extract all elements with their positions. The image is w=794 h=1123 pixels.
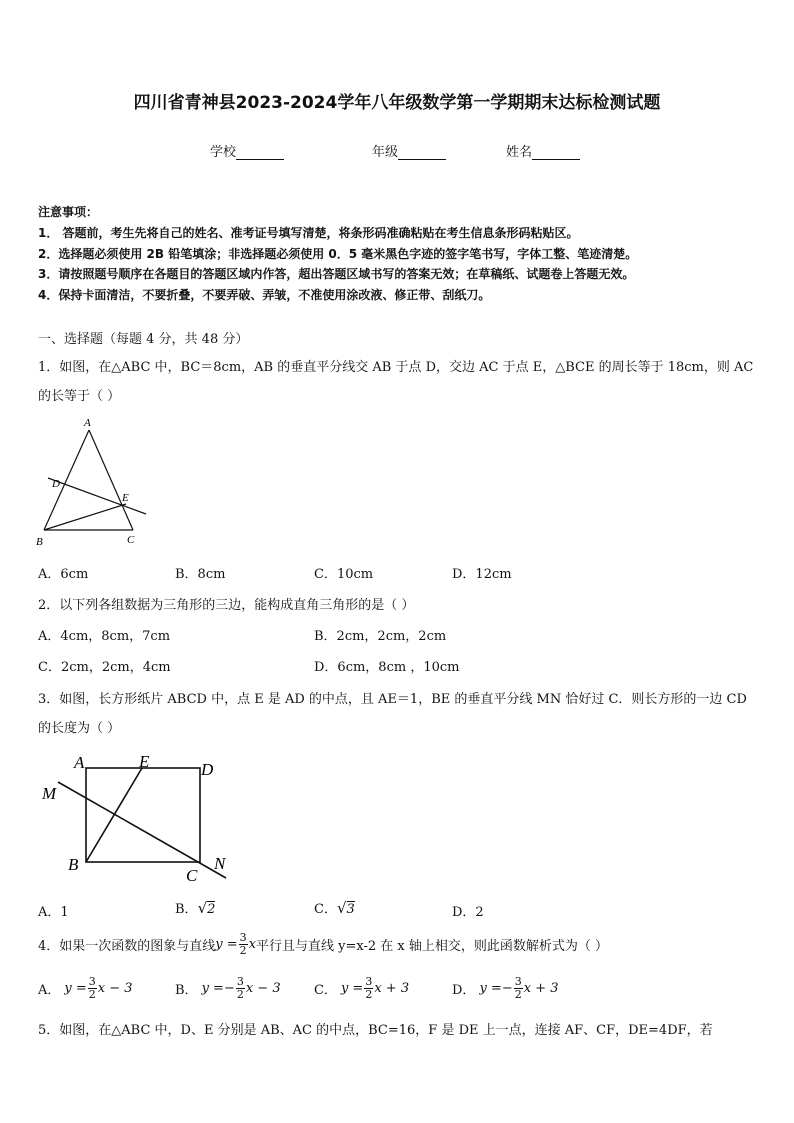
q4-y-eq: y = [340,981,364,996]
fraction-denominator: 2 [236,988,244,1001]
q3-option-d[interactable]: D．2 [452,905,484,920]
option-tail: x + 3 [374,981,410,996]
label-m: M [42,784,57,803]
notice-item: 2．选择题必须使用 2B 铅笔填涂；非选择题必须使用 0．5 毫米黑色字迹的签字笔书写，字体工整、笔迹清楚。 [38,247,638,261]
q4-option-fraction [514,976,523,1001]
q3-option-c-label: C． [314,902,337,917]
fraction-denominator: 2 [239,944,247,957]
label-a: A [74,753,85,772]
q3-rectangle-figure [36,748,246,888]
q2-option-d[interactable]: D．6cm，8cm ，10cm [314,660,460,675]
line-mn [58,782,226,878]
q3-option-b-radicand: 2 [207,902,216,917]
q1-option-d[interactable]: D．12cm [452,567,512,582]
option-sign: − [223,981,235,996]
notice-item: 1． 答题前，考生先将自己的姓名、准考证号填写清楚，将条形码准确粘贴在考生信息条形码粘贴区。 [38,226,579,240]
fraction-denominator: 2 [365,988,373,1001]
q4-stem-suffix: 平行且与直线 y=x-2 在 x 轴上相交，则此函数解析式为（ ） [256,939,608,954]
option-tail: x + 3 [523,981,559,996]
q1-stem-line1: 1．如图，在△ABC 中，BC＝8cm，AB 的垂直平分线交 AB 于点 D，交边 AC 于点 E，△BCE 的周长等于 18cm，则 AC [38,360,754,375]
label-b: B [36,536,43,548]
q4-stem-prefix: 4．如果一次函数的图象与直线 [38,939,216,954]
label-b: B [68,855,79,874]
rectangle-abcd [86,768,200,862]
label-c: C [186,866,198,885]
q4-y-eq: y = [215,937,238,952]
q1-option-c[interactable]: C．10cm [314,567,374,582]
label-d: D [201,760,214,779]
option-tail: x − 3 [245,981,281,996]
name-blank[interactable] [532,147,580,160]
label-n: N [214,854,226,873]
q2-stem: 2．以下列各组数据为三角形的三边，能构成直角三角形的是（ ） [38,598,415,613]
segment-ac [89,430,133,530]
fraction-numerator: 3 [239,931,247,944]
fraction-denominator: 2 [88,988,96,1001]
q4-y-eq: y = [201,981,224,996]
fraction-denominator: 2 [514,988,522,1001]
q5-stem-line1: 5．如图，在△ABC 中，D、E 分别是 AB、AC 的中点，BC=16，F 是 DE 上一点，连接 AF、CF，DE=4DF，若 [38,1023,713,1038]
option-label: D． [452,983,476,998]
notice-item: 4．保持卡面清洁，不要折叠，不要弄破、弄皱，不准使用涂改液、修正带、刮纸刀。 [38,288,491,302]
sqrt-icon: √ [336,899,347,917]
segment-ab [44,430,89,530]
q1-triangle-figure [30,412,160,552]
q4-option-fraction [88,976,97,1001]
q3-option-b[interactable] [175,898,215,917]
label-d: D [52,478,60,490]
section-heading: 一、选择题（每题 4 分，共 48 分） [38,332,249,347]
label-a: A [84,417,91,429]
school-field [210,141,284,160]
q4-option-d[interactable] [452,976,558,1001]
page-title: 四川省青神县2023-2024学年八年级数学第一学期期末达标检测试题 [133,93,661,113]
q3-stem-line2: 的长度为（ ） [38,721,121,736]
q2-option-a[interactable]: A．4cm，8cm，7cm [38,629,171,644]
school-label: 学校 [210,145,237,160]
q2-option-b[interactable]: B．2cm，2cm，2cm [314,629,447,644]
notice-heading: 注意事项： [38,205,99,219]
q3-option-a[interactable]: A．1 [38,905,69,920]
q4-fraction [239,932,248,957]
option-label: B． [175,983,198,998]
school-blank[interactable] [236,147,284,160]
fraction-numerator: 3 [514,975,522,988]
q3-option-c-radicand: 3 [346,902,355,917]
q3-stem-line1: 3．如图，长方形纸片 ABCD 中，点 E 是 AD 的中点，且 AE＝1，BE 的垂直平分线 MN 恰好过 C．则长方形的一边 CD [38,692,747,707]
q4-option-c[interactable] [314,976,409,1001]
segment-be [86,768,142,862]
option-label: A． [38,983,61,998]
label-e: E [122,492,129,504]
q1-option-b[interactable]: B．8cm [175,567,226,582]
q4-option-fraction [236,976,245,1001]
segment-be [44,504,126,530]
q4-y-eq: y = [64,981,87,996]
fraction-numerator: 3 [88,975,96,988]
q4-option-b[interactable] [175,976,281,1001]
grade-field [372,141,446,160]
name-label: 姓名 [506,145,533,160]
q4-option-fraction [364,976,373,1001]
q4-y-eq: y = [479,981,502,996]
q3-option-b-label: B． [175,902,198,917]
option-tail: x − 3 [97,981,133,996]
q1-option-a[interactable]: A．6cm [38,567,89,582]
q4-x: x [248,937,256,952]
label-e: E [139,752,150,771]
perpendicular-bisector-line [48,478,146,514]
grade-label: 年级 [372,145,399,160]
fraction-numerator: 3 [365,975,373,988]
label-c: C [127,534,135,546]
notice-item: 3．请按照题号顺序在各题目的答题区域内作答，超出答题区域书写的答案无效；在草稿纸、试题卷上答题无效。 [38,267,635,281]
q4-option-a[interactable] [38,976,133,1001]
q1-stem-line2: 的长等于（ ） [38,389,121,404]
q3-option-c[interactable] [314,898,355,917]
fraction-numerator: 3 [236,975,244,988]
q2-option-c[interactable]: C．2cm，2cm，4cm [38,660,171,675]
option-sign: − [501,981,513,996]
sqrt-icon: √ [197,899,208,917]
q4-stem [38,932,608,957]
name-field [506,141,580,160]
option-label: C． [314,983,337,998]
grade-blank[interactable] [398,147,446,160]
